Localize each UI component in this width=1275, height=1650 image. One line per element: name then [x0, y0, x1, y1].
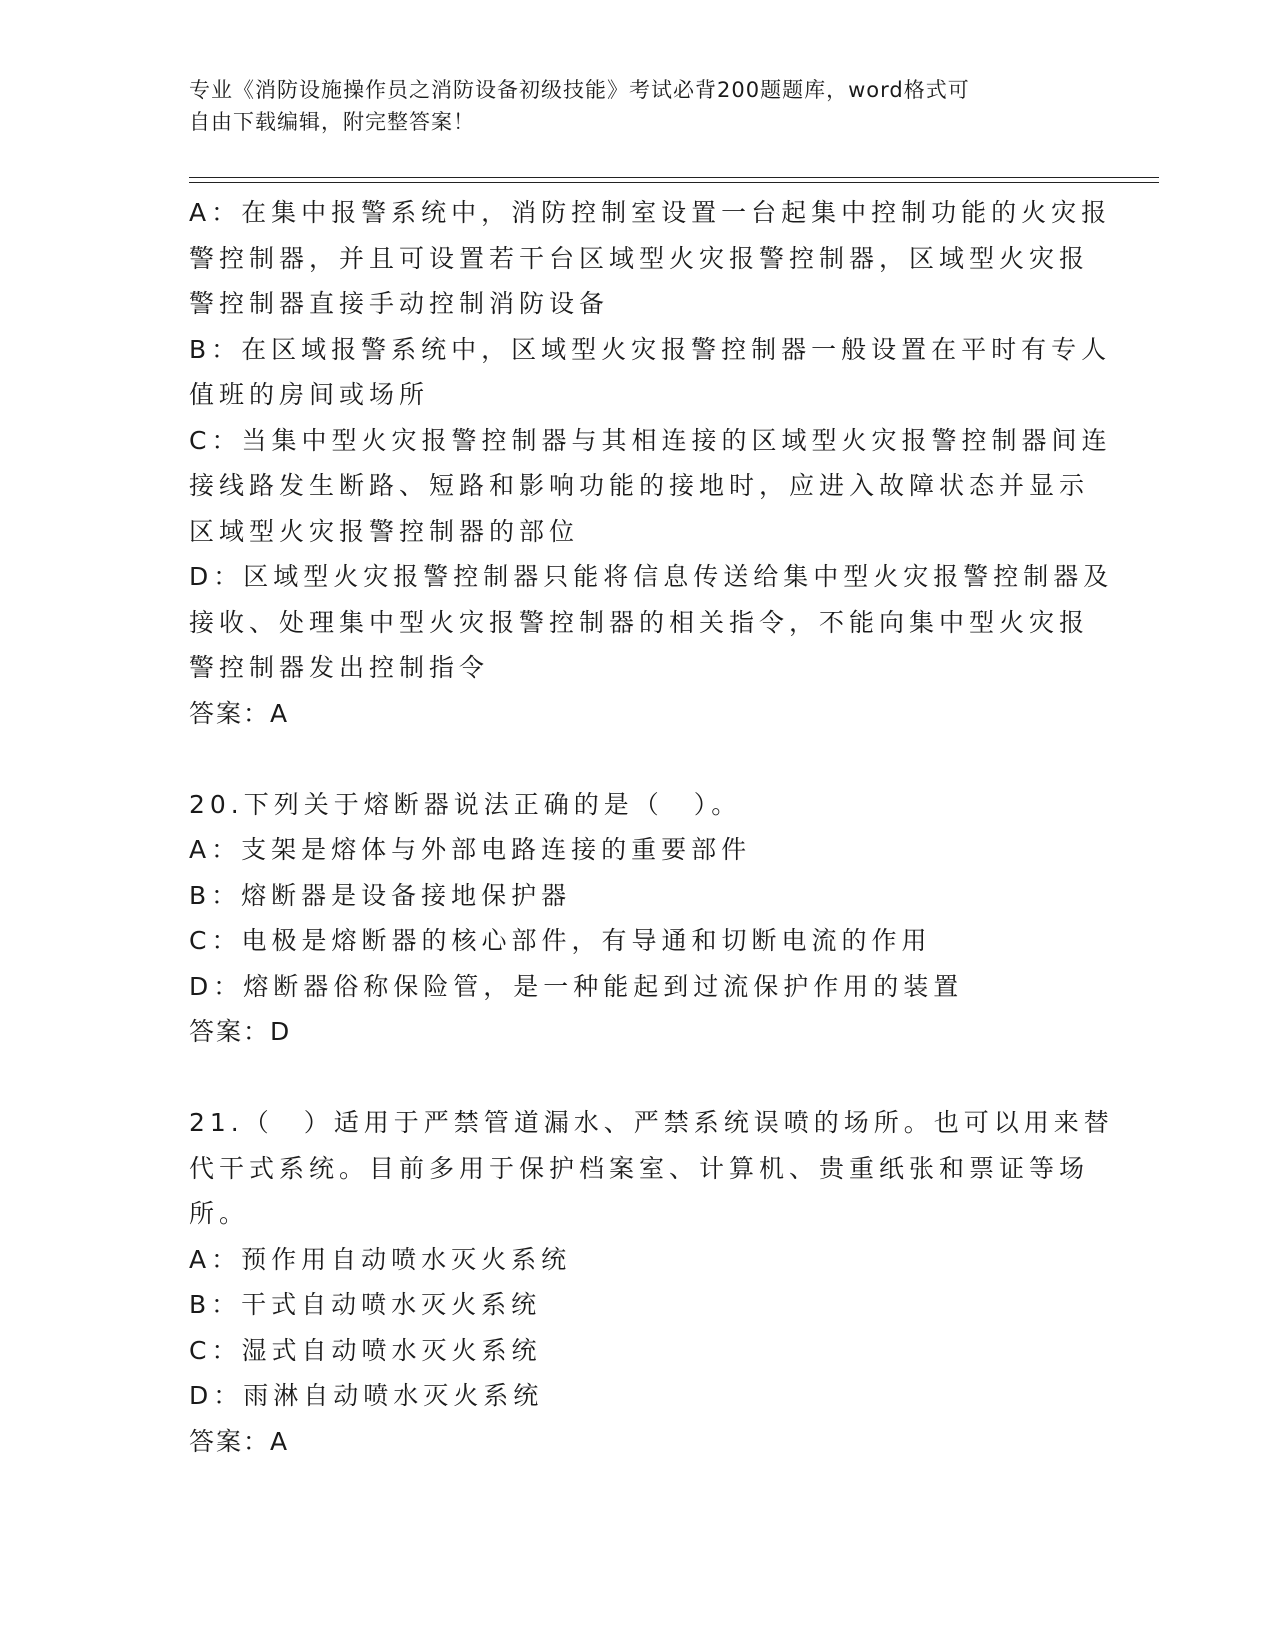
option-line: D：区域型火灾报警控制器只能将信息传送给集中型火灾报警控制器及: [189, 562, 1114, 591]
question-21: [189, 1100, 1114, 1464]
option-line: 警控制器直接手动控制消防设备: [189, 289, 610, 318]
question-stem: 21.（ ）适用于严禁管道漏水、严禁系统误喷的场所。也可以用来替: [189, 1108, 1114, 1137]
option-line: C：湿式自动喷水灭火系统: [189, 1335, 542, 1365]
option-line: C：电极是熔断器的核心部件，有导通和切断电流的作用: [189, 926, 932, 955]
option-line: 接线路发生断路、短路和影响功能的接地时，应进入故障状态并显示: [189, 471, 1090, 500]
option-line: 接收、处理集中型火灾报警控制器的相关指令，不能向集中型火灾报: [189, 607, 1090, 637]
option-line: 值班的房间或场所: [189, 380, 430, 409]
answer-line: 答案：D: [189, 1017, 292, 1046]
option-line: D：熔断器俗称保险管，是一种能起到过流保护作用的装置: [189, 971, 964, 1001]
option-line: 区域型火灾报警控制器的部位: [189, 516, 580, 546]
header-divider-top: [189, 177, 1159, 178]
option-line: B：在区域报警系统中，区域型火灾报警控制器一般设置在平时有专人: [189, 334, 1112, 364]
option-line: A：预作用自动喷水灭火系统: [189, 1244, 572, 1274]
header-divider-bottom: [189, 182, 1159, 183]
option-line: A：支架是熔体与外部电路连接的重要部件: [189, 835, 752, 864]
question-stem: 代干式系统。目前多用于保护档案室、计算机、贵重纸张和票证等场: [189, 1153, 1090, 1183]
document-header: [189, 74, 1059, 138]
option-line: C：当集中型火灾报警控制器与其相连接的区域型火灾报警控制器间连: [189, 425, 1112, 455]
option-line: 警控制器，并且可设置若干台区域型火灾报警控制器，区域型火灾报: [189, 243, 1090, 273]
question-20: [189, 782, 1089, 1055]
question-stem: 所。: [189, 1199, 250, 1228]
option-line: B：熔断器是设备接地保护器: [189, 880, 572, 910]
header-line: 专业《消防设施操作员之消防设备初级技能》考试必背200题题库，word格式可: [189, 78, 970, 102]
option-line: B：干式自动喷水灭火系统: [189, 1290, 542, 1319]
answer-line: 答案：A: [189, 1426, 290, 1456]
option-line: D：雨淋自动喷水灭火系统: [189, 1381, 544, 1410]
answer-line: 答案：A: [189, 698, 290, 728]
header-line: 自由下载编辑，附完整答案！: [189, 110, 475, 134]
option-line: A：在集中报警系统中，消防控制室设置一台起集中控制功能的火灾报: [189, 198, 1112, 227]
document-content: [189, 190, 1114, 1464]
question-stem: 20.下列关于熔断器说法正确的是（ ）。: [189, 789, 742, 819]
question-19-options: [189, 190, 1114, 736]
option-line: 警控制器发出控制指令: [189, 653, 490, 682]
